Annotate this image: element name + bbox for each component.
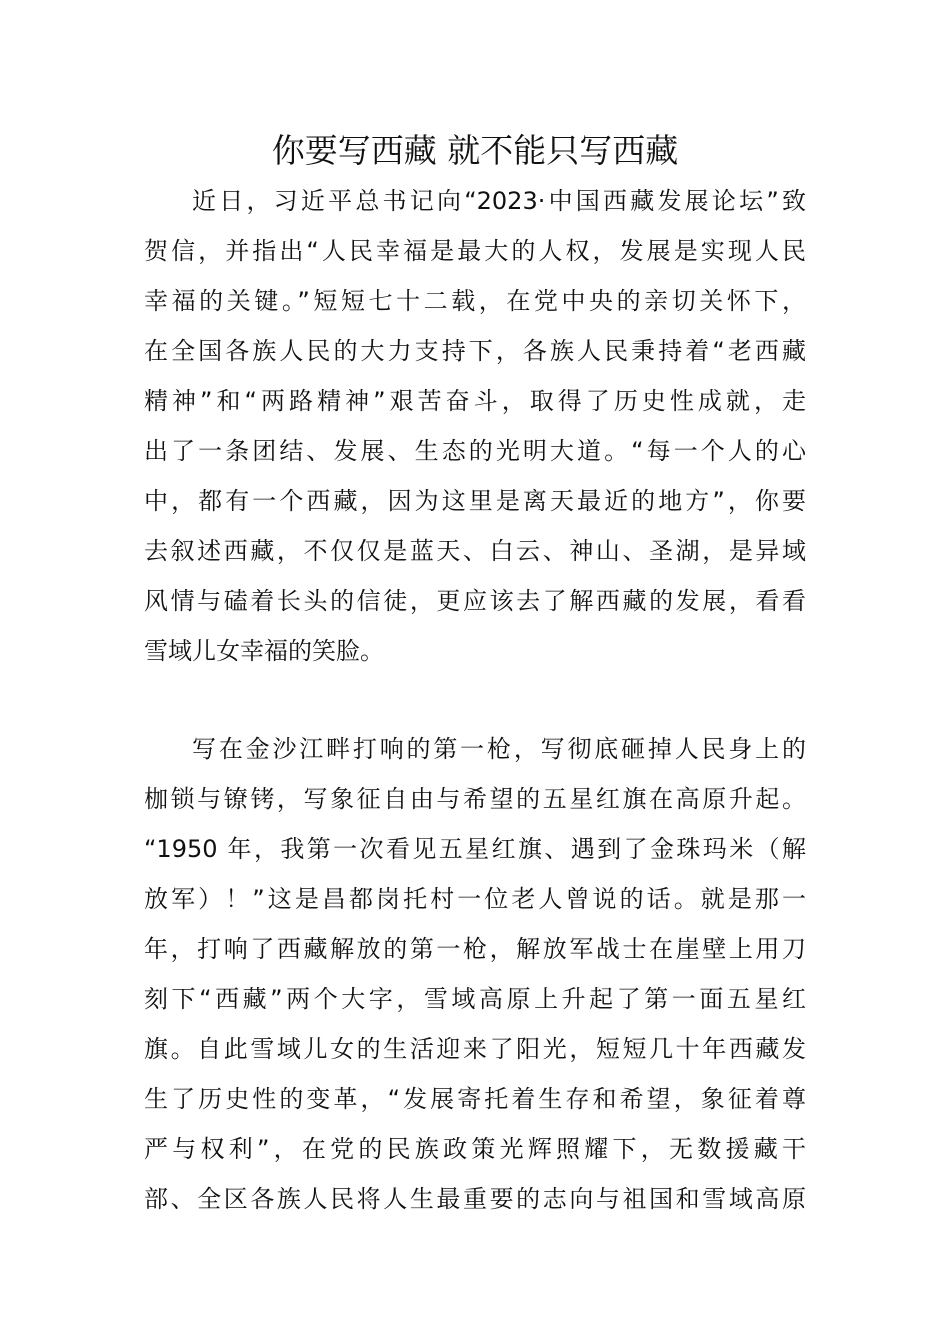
paragraph-line: 枷锁与镣铐，写象征自由与希望的五星红旗在高原升起。 (144, 785, 806, 813)
paragraph-line: 出了一条团结、发展、生态的光明大道。“每一个人的心 (144, 437, 806, 465)
paragraph-line: 近日，习近平总书记向“2023·中国西藏发展论坛”致 (192, 187, 806, 215)
paragraph-line: 部、全区各族人民将人生最重要的志向与祖国和雪域高原 (144, 1185, 806, 1213)
paragraph-line: 严与权利”，在党的民族政策光辉照耀下，无数援藏干 (144, 1135, 806, 1163)
paragraph-line: 贺信，并指出“人民幸福是最大的人权，发展是实现人民 (144, 237, 806, 265)
paragraph-2 (144, 724, 806, 1224)
paragraph-line: 中，都有一个西藏，因为这里是离天最近的地方”，你要 (144, 487, 806, 515)
paragraph-line: 幸福的关键。”短短七十二载，在党中央的亲切关怀下， (144, 287, 806, 315)
paragraph-line: 在全国各族人民的大力支持下，各族人民秉持着“老西藏 (144, 337, 806, 365)
paragraph-line: 风情与磕着长头的信徒，更应该去了解西藏的发展，看看 (144, 587, 806, 615)
paragraph-line: 刻下“西藏”两个大字，雪域高原上升起了第一面五星红 (144, 985, 806, 1013)
paragraph-line: 去叙述西藏，不仅仅是蓝天、白云、神山、圣湖，是异域 (144, 537, 806, 565)
paragraph-line: 旗。自此雪域儿女的生活迎来了阳光，短短几十年西藏发 (144, 1035, 806, 1063)
paragraph-1 (144, 176, 806, 676)
paragraph-line: 生了历史性的变革，“发展寄托着生存和希望，象征着尊 (144, 1085, 806, 1113)
document-title: 你要写西藏 就不能只写西藏 (271, 131, 679, 170)
paragraph-line: 年，打响了西藏解放的第一枪，解放军战士在崖壁上用刀 (144, 935, 806, 963)
paragraph-line: “1950 年，我第一次看见五星红旗、遇到了金珠玛米（解 (144, 835, 806, 863)
paragraph-line: 精神”和“两路精神”艰苦奋斗，取得了历史性成就，走 (144, 387, 806, 415)
paragraph-line: 雪域儿女幸福的笑脸。 (144, 637, 384, 665)
paragraph-line: 写在金沙江畔打响的第一枪，写彻底砸掉人民身上的 (192, 735, 806, 763)
paragraph-line: 放军）！”这是昌都岗托村一位老人曾说的话。就是那一 (144, 885, 806, 913)
